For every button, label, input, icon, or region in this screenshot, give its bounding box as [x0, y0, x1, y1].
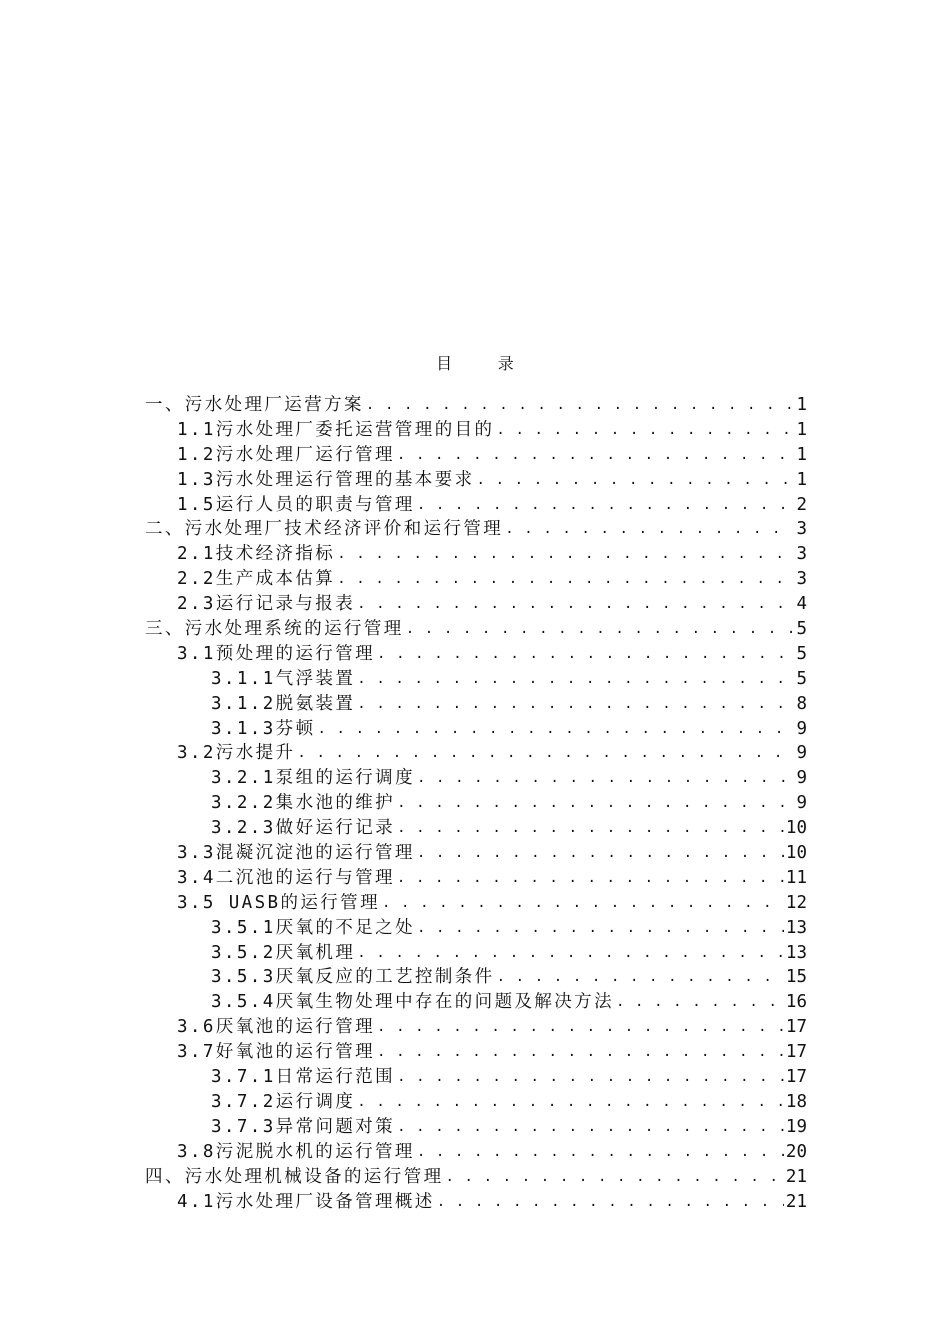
- toc-dot-leader: [397, 866, 784, 891]
- toc-entry-title: 4.1污水处理厂设备管理概述: [177, 1191, 435, 1212]
- toc-entry-page-number: 16: [785, 992, 807, 1013]
- toc-entry-title: 一、污水处理厂运营方案: [145, 395, 364, 415]
- toc-entry[interactable]: [145, 791, 807, 816]
- toc-entry-title: 四、污水处理机械设备的运行管理: [145, 1166, 444, 1187]
- toc-entry[interactable]: [145, 692, 807, 717]
- toc-entry-title: 3.1.3芬顿: [211, 718, 316, 739]
- toc-entry-page-number: 8: [796, 693, 807, 714]
- toc-dot-leader: [357, 667, 794, 692]
- toc-dot-leader: [382, 891, 784, 916]
- toc-entry-page-number: 9: [796, 718, 807, 739]
- toc-entry[interactable]: [145, 1040, 807, 1065]
- toc-entry[interactable]: [145, 517, 807, 542]
- toc-entry-page-number: 15: [785, 967, 807, 988]
- toc-entry[interactable]: [145, 1190, 807, 1215]
- toc-entry-title: 1.3污水处理运行管理的基本要求: [177, 469, 475, 490]
- toc-entry[interactable]: [145, 717, 807, 742]
- toc-entry[interactable]: [145, 1065, 807, 1090]
- toc-entry-title: 3.7好氧池的运行管理: [177, 1042, 376, 1063]
- toc-entry-page-number: 9: [796, 768, 807, 789]
- toc-entry[interactable]: [145, 393, 807, 418]
- toc-entry-title: 3.6厌氧池的运行管理: [177, 1017, 376, 1038]
- toc-dot-leader: [417, 766, 794, 791]
- toc-entry-page-number: 5: [796, 643, 807, 664]
- toc-entry-page-number: 5: [796, 619, 807, 640]
- toc-entry-page-number: 3: [796, 544, 807, 565]
- toc-dot-leader: [366, 393, 795, 418]
- toc-dot-leader: [397, 816, 784, 841]
- toc-entry-page-number: 18: [785, 1091, 807, 1112]
- toc-entry-page-number: 17: [785, 1042, 807, 1063]
- toc-entry[interactable]: [145, 542, 807, 567]
- toc-entry-title: 3.1.2脱氨装置: [211, 693, 356, 714]
- toc-dot-leader: [406, 617, 795, 642]
- toc-dot-leader: [317, 717, 794, 742]
- toc-entry-title: 3.1预处理的运行管理: [177, 643, 376, 664]
- toc-dot-leader: [446, 1165, 784, 1190]
- toc-entry-title: 3.7.2运行调度: [211, 1091, 356, 1112]
- toc-entry-title: 2.1技术经济指标: [177, 544, 336, 565]
- toc-entry-page-number: 13: [785, 917, 807, 938]
- toc-entry-page-number: 3: [796, 519, 807, 540]
- toc-entry[interactable]: [145, 816, 807, 841]
- toc-entry-title: 2.3运行记录与报表: [177, 594, 356, 615]
- toc-entry-page-number: 2: [796, 494, 807, 515]
- toc-entry-page-number: 1: [796, 444, 807, 465]
- toc-dot-leader: [377, 642, 794, 667]
- toc-list: [145, 393, 807, 1214]
- toc-dot-leader: [377, 1015, 784, 1040]
- toc-dot-leader: [437, 1190, 784, 1215]
- toc-dot-leader: [357, 592, 794, 617]
- toc-entry[interactable]: [145, 468, 807, 493]
- toc-entry-page-number: 21: [785, 1166, 807, 1187]
- toc-entry-title: 3.7.1日常运行范围: [211, 1067, 396, 1088]
- toc-entry[interactable]: [145, 866, 807, 891]
- toc-entry-page-number: 17: [785, 1017, 807, 1038]
- toc-entry-page-number: 5: [796, 668, 807, 689]
- toc-entry[interactable]: [145, 567, 807, 592]
- toc-entry-title: 3.5.4厌氧生物处理中存在的问题及解决方法: [211, 992, 614, 1013]
- toc-dot-leader: [417, 916, 784, 941]
- toc-entry-title: 2.2生产成本估算: [177, 569, 336, 590]
- toc-entry[interactable]: [145, 841, 807, 866]
- toc-entry-title: 3.8污泥脱水机的运行管理: [177, 1141, 415, 1162]
- toc-entry-title: 3.2.2集水池的维护: [211, 793, 396, 814]
- toc-dot-leader: [417, 841, 784, 866]
- toc-dot-leader: [357, 692, 794, 717]
- toc-entry-page-number: 10: [785, 818, 807, 839]
- toc-entry[interactable]: [145, 891, 807, 916]
- toc-dot-leader: [505, 517, 794, 542]
- toc-dot-leader: [417, 493, 795, 518]
- toc-entry[interactable]: [145, 493, 807, 518]
- toc-entry-title: 3.5 UASB的运行管理: [177, 892, 380, 913]
- toc-entry-title: 1.2污水处理厂运行管理: [177, 444, 395, 465]
- toc-dot-leader: [477, 468, 795, 493]
- toc-entry[interactable]: [145, 965, 807, 990]
- toc-dot-leader: [337, 567, 794, 592]
- toc-entry[interactable]: [145, 617, 807, 642]
- toc-title: 目 录: [436, 354, 532, 373]
- toc-dot-leader: [377, 1040, 784, 1065]
- toc-entry-page-number: 4: [796, 594, 807, 615]
- toc-dot-leader: [397, 443, 795, 468]
- toc-entry-title: 二、污水处理厂技术经济评价和运行管理: [145, 519, 504, 540]
- toc-entry-title: 3.7.3异常问题对策: [211, 1116, 396, 1137]
- toc-dot-leader: [397, 1115, 784, 1140]
- toc-dot-leader: [496, 418, 794, 443]
- toc-entry-page-number: 11: [785, 867, 807, 888]
- toc-entry[interactable]: [145, 1115, 807, 1140]
- toc-entry-title: 3.5.2厌氧机理: [211, 942, 356, 963]
- toc-entry-page-number: 20: [785, 1141, 807, 1162]
- toc-entry-page-number: 21: [785, 1191, 807, 1212]
- toc-entry-title: 1.1污水处理厂委托运营管理的目的: [177, 419, 495, 440]
- toc-entry[interactable]: [145, 1090, 807, 1115]
- toc-entry-page-number: 9: [796, 743, 807, 764]
- toc-dot-leader: [357, 941, 784, 966]
- toc-entry[interactable]: [145, 941, 807, 966]
- toc-dot-leader: [337, 542, 794, 567]
- toc-entry[interactable]: [145, 667, 807, 692]
- toc-entry-title: 3.5.3厌氧反应的工艺控制条件: [211, 967, 495, 988]
- toc-entry[interactable]: [145, 990, 807, 1015]
- toc-entry-title: 3.5.1厌氧的不足之处: [211, 917, 415, 938]
- toc-entry-title: 3.2.1泵组的运行调度: [211, 768, 415, 789]
- toc-entry[interactable]: [145, 443, 807, 468]
- toc-dot-leader: [497, 965, 784, 990]
- toc-entry[interactable]: [145, 592, 807, 617]
- toc-entry-page-number: 1: [796, 395, 807, 415]
- toc-entry-page-number: 10: [785, 843, 807, 864]
- toc-entry-title: 3.2.3做好运行记录: [211, 818, 396, 839]
- toc-dot-leader: [297, 741, 794, 766]
- toc-entry-page-number: 1: [796, 469, 807, 490]
- toc-dot-leader: [616, 990, 784, 1015]
- toc-entry-title: 三、污水处理系统的运行管理: [145, 619, 404, 640]
- toc-entry-page-number: 3: [796, 569, 807, 590]
- toc-dot-leader: [397, 1065, 784, 1090]
- toc-entry[interactable]: [145, 916, 807, 941]
- toc-dot-leader: [357, 1090, 784, 1115]
- toc-entry-page-number: 17: [785, 1067, 807, 1088]
- toc-entry[interactable]: [145, 741, 807, 766]
- toc-entry-page-number: 9: [796, 793, 807, 814]
- toc-entry-title: 3.4二沉池的运行与管理: [177, 867, 395, 888]
- toc-entry-title: 3.2污水提升: [177, 743, 296, 764]
- toc-entry[interactable]: [145, 1165, 807, 1190]
- toc-dot-leader: [397, 791, 794, 816]
- toc-entry-page-number: 13: [785, 942, 807, 963]
- toc-entry-title: 3.1.1气浮装置: [211, 668, 356, 689]
- toc-entry-page-number: 19: [785, 1116, 807, 1137]
- toc-entry[interactable]: [145, 766, 807, 791]
- toc-entry[interactable]: [145, 642, 807, 667]
- toc-entry-title: 3.3混凝沉淀池的运行管理: [177, 843, 415, 864]
- toc-dot-leader: [417, 1140, 784, 1165]
- toc-entry[interactable]: [145, 418, 807, 443]
- toc-entry-page-number: 12: [785, 892, 807, 913]
- toc-entry[interactable]: [145, 1015, 807, 1040]
- toc-entry-page-number: 1: [796, 419, 807, 440]
- toc-entry[interactable]: [145, 1140, 807, 1165]
- toc-entry-title: 1.5运行人员的职责与管理: [177, 494, 415, 515]
